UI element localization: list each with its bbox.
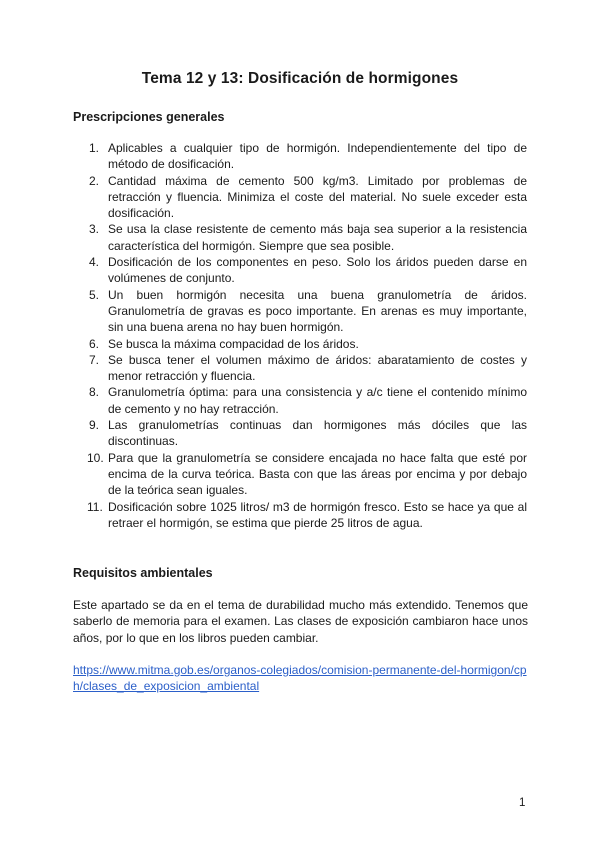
list-item-number: 4. [89, 255, 100, 270]
list-item-number: 3. [89, 222, 100, 237]
list-item-text: Dosificación de los componentes en peso. Solo los áridos pueden darse en volúmenes de conjunto. [108, 255, 527, 286]
list-item-number: 7. [89, 352, 100, 367]
list-item [89, 384, 527, 417]
document-title: Tema 12 y 13: Dosificación de hormigones [141, 70, 459, 87]
list-item [89, 499, 527, 532]
list-item [89, 450, 527, 499]
list-item [89, 140, 527, 173]
list-item-text: Se busca la máxima compacidad de los áridos. [108, 336, 359, 351]
list-item-text: Para que la granulometría se considere encajada no hace falta que esté por encima de la curva teórica. Basta con que las áreas por encima y por debajo de la teórica sean iguales. [108, 450, 527, 498]
list-item-number: 2. [89, 173, 100, 188]
list-item [89, 221, 527, 254]
list-item [89, 287, 527, 336]
list-item [89, 254, 527, 287]
list-item [89, 352, 527, 385]
list-item-number: 9. [89, 418, 100, 433]
list-item-text: Las granulometrías continuas dan hormigones más dóciles que las discontinuas. [108, 418, 527, 449]
list-item-text: Se usa la clase resistente de cemento más baja sea superior a la resistencia característica del hormigón. Siempre que sea posible. [108, 222, 527, 253]
prescriptions-list [89, 140, 527, 531]
list-item-text: Granulometría óptima: para una consistencia y a/c tiene el contenido mínimo de cemento y no hay retracción. [108, 385, 527, 416]
requisitos-paragraph: Este apartado se da en el tema de durabilidad mucho más extendido. Tenemos que saberlo de memoria para el examen. Las clases de exposición cambiaron hace unos años, por lo que en los libros pueden cambiar. [73, 598, 528, 645]
list-item [89, 336, 527, 352]
page-number: 1 [519, 797, 526, 809]
section-heading-requisitos: Requisitos ambientales [73, 566, 213, 580]
section-heading-prescripciones: Prescripciones generales [73, 110, 225, 124]
list-item-number: 10. [87, 450, 104, 465]
list-item [89, 173, 527, 222]
list-item-text: Se busca tener el volumen máximo de áridos: abaratamiento de costes y menor retracción y fluencia. [108, 352, 527, 384]
list-item-number: 1. [89, 141, 100, 155]
list-item-number: 8. [89, 385, 100, 400]
list-item-number: 11. [87, 499, 103, 514]
list-item-text: Dosificación sobre 1025 litros/ m3 de hormigón fresco. Esto se hace ya que al retraer el hormigón, se estima que pierde 25 litros de agua. [108, 499, 527, 530]
list-item-text: Aplicables a cualquier tipo de hormigón. Independientemente del tipo de método de dosificación. [108, 141, 527, 172]
list-item-number: 6. [89, 336, 100, 351]
exposure-classes-link[interactable]: https://www.mitma.gob.es/organos-colegiados/comision-permanente-del-hormigon/cph/clases_de_exposicion_ambiental [73, 663, 527, 694]
list-item-number: 5. [89, 287, 100, 302]
list-item-text: Un buen hormigón necesita una buena granulometría de áridos. Granulometría de gravas es poco importante. En arenas es muy importante, sin una buena arena no hay buen hormigón. [108, 287, 527, 335]
list-item [89, 417, 527, 450]
list-item-text: Cantidad máxima de cemento 500 kg/m3. Limitado por problemas de retracción y fluencia. Minimiza el coste del material. No suele exceder esta dosificación. [108, 173, 527, 221]
